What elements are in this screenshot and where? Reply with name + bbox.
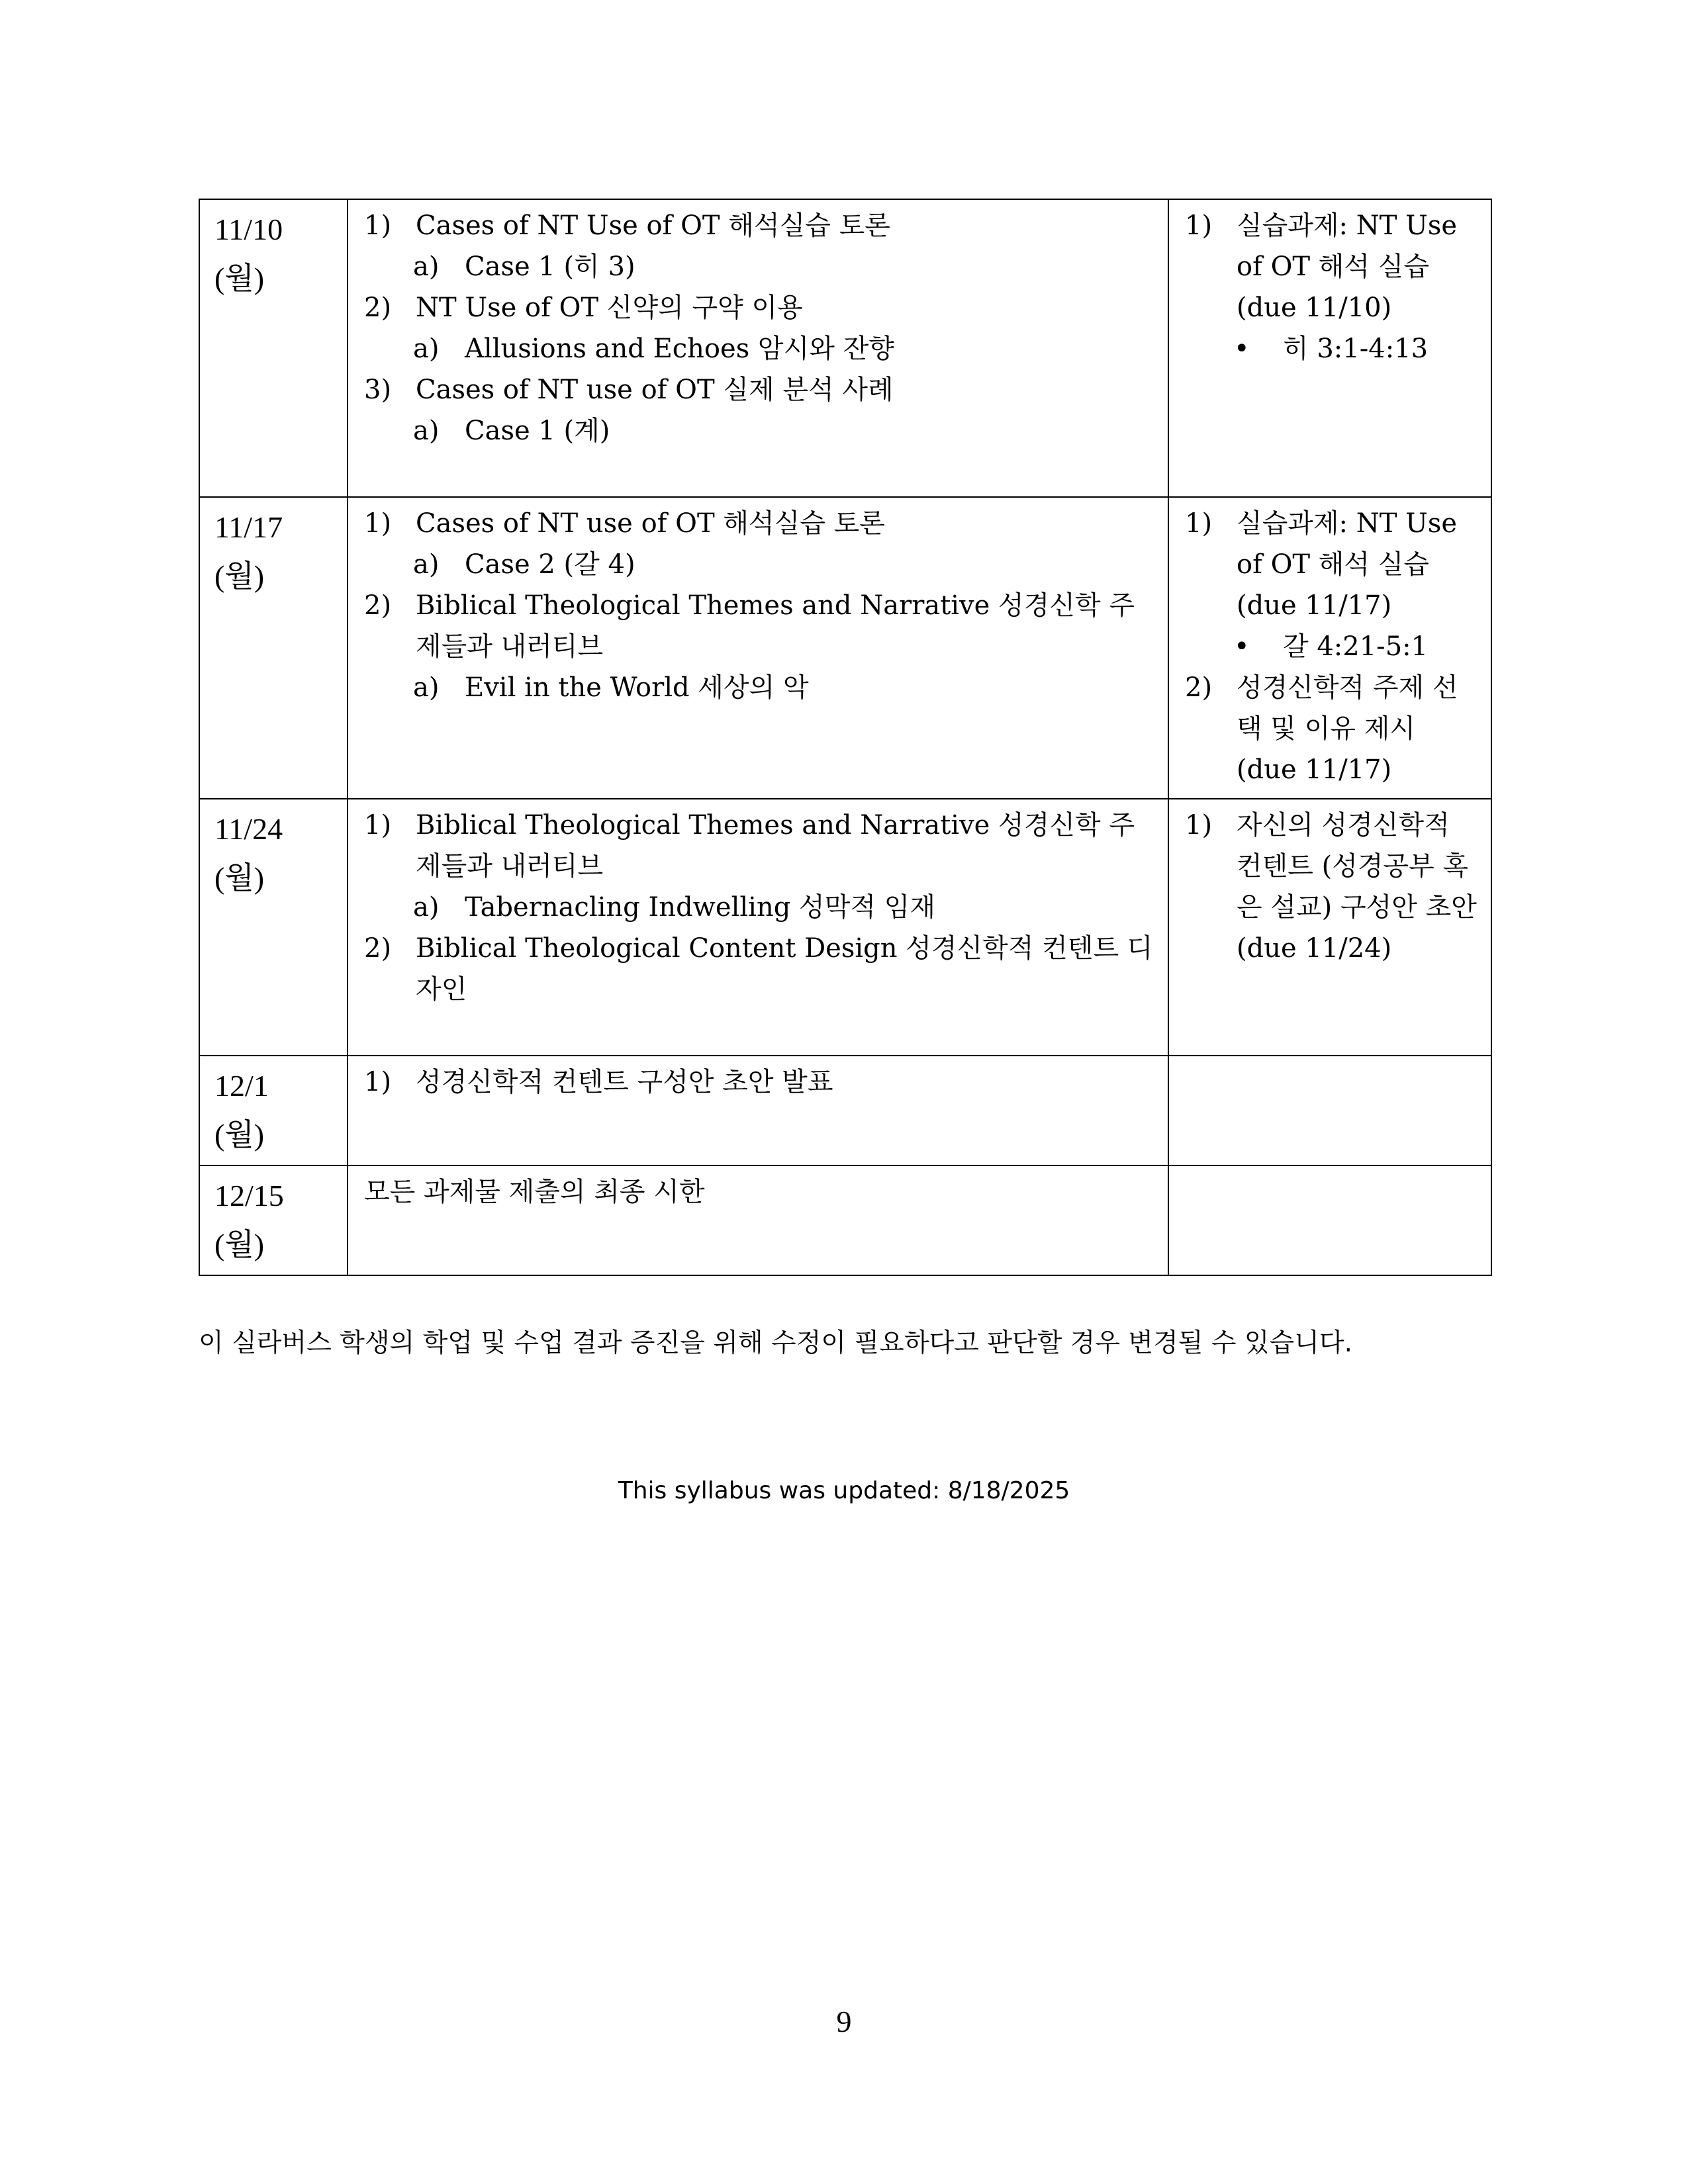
date: 11/10	[214, 212, 283, 246]
assignment-cell	[1168, 799, 1491, 1056]
weekday: (월)	[214, 861, 265, 895]
schedule-table	[199, 199, 1492, 1276]
content-cell	[348, 799, 1168, 1056]
content-subitem: a) Evil in the World 세상의 악	[413, 672, 809, 703]
assignment-cell	[1168, 1165, 1491, 1275]
syllabus-change-note: 이 실라버스 학생의 학업 및 수업 결과 증진을 위해 수정이 필요하다고 판단할 경우 변경될 수 있습니다.	[199, 1328, 1352, 1358]
content-item: 2) NT Use of OT 신약의 구약 이용	[364, 293, 803, 323]
weekday: (월)	[214, 261, 265, 295]
content-cell	[348, 497, 1168, 799]
date-cell	[199, 199, 348, 497]
content-item: 3) Cases of NT use of OT 실제 분석 사례	[364, 375, 894, 405]
page-number: 9	[836, 2005, 852, 2038]
assignment-cell	[1168, 1056, 1491, 1165]
assignment-bullet: • 히 3:1-4:13	[1234, 334, 1429, 364]
date: 12/15	[214, 1179, 284, 1212]
assignment-cell	[1168, 497, 1491, 799]
assignment-cell	[1168, 199, 1491, 497]
content-subitem: a) Case 1 (히 3)	[413, 251, 635, 282]
date-cell	[199, 799, 348, 1056]
date: 11/24	[214, 812, 283, 846]
assignment-item: 2) 성경신학적 주제 선택 및 이유 제시 (due 11/17)	[1185, 672, 1458, 785]
updated-date: This syllabus was updated: 8/18/2025	[618, 1477, 1070, 1504]
content-cell	[348, 1056, 1168, 1165]
content-item: 1) Biblical Theological Themes and Narrative 성경신학 주제들과 내러티브	[364, 810, 1135, 882]
weekday: (월)	[214, 1228, 265, 1261]
content-subitem: a) Case 2 (갈 4)	[413, 549, 635, 580]
content-item: 2) Biblical Theological Content Design 성경신학적 컨텐트 디자인	[364, 933, 1153, 1005]
date-cell	[199, 1165, 348, 1275]
assignment-item: 1) 실습과제: NT Use of OT 해석 실습 (due 11/10)	[1185, 210, 1458, 323]
assignment-item: 1) 자신의 성경신학적 컨텐트 (성경공부 혹은 설교) 구성안 초안 (due 11/24)	[1185, 810, 1477, 964]
content-subitem: a) Tabernacling Indwelling 성막적 임재	[413, 892, 935, 923]
date-cell	[199, 497, 348, 799]
weekday: (월)	[214, 1118, 265, 1152]
assignment-item: 1) 실습과제: NT Use of OT 해석 실습 (due 11/17)	[1185, 508, 1458, 621]
schedule-row	[199, 1165, 1491, 1275]
schedule-row	[199, 799, 1491, 1056]
schedule-row	[199, 199, 1491, 497]
content-cell	[348, 1165, 1168, 1275]
content-item: 2) Biblical Theological Themes and Narrative 성경신학 주제들과 내러티브	[364, 590, 1135, 662]
date: 11/17	[214, 510, 283, 544]
content-item: 모든 과제물 제출의 최종 시한	[364, 1177, 705, 1207]
date: 12/1	[214, 1069, 269, 1103]
assignment-bullet: • 갈 4:21-5:1	[1234, 631, 1429, 662]
content-subitem: a) Allusions and Echoes 암시와 잔향	[413, 334, 894, 364]
schedule-row	[199, 497, 1491, 799]
content-item: 1) 성경신학적 컨텐트 구성안 초안 발표	[364, 1067, 833, 1097]
schedule-row	[199, 1056, 1491, 1165]
content-item: 1) Cases of NT Use of OT 해석실습 토론	[364, 210, 890, 241]
date-cell	[199, 1056, 348, 1165]
content-cell	[348, 199, 1168, 497]
content-subitem: a) Case 1 (계)	[413, 416, 610, 446]
weekday: (월)	[214, 559, 265, 593]
content-item: 1) Cases of NT use of OT 해석실습 토론	[364, 508, 885, 539]
